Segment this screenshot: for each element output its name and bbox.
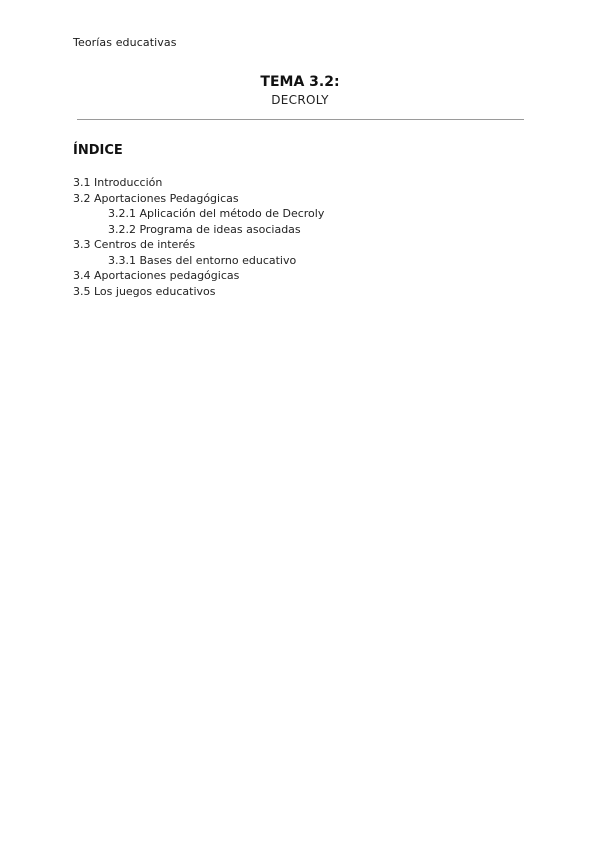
index-heading: ÍNDICE bbox=[73, 143, 123, 158]
toc-subitem[interactable]: 3.3.1 Bases del entorno educativo bbox=[108, 253, 297, 267]
document-title: TEMA 3.2: bbox=[260, 74, 340, 90]
toc-item[interactable]: 3.2 Aportaciones Pedagógicas bbox=[73, 191, 239, 205]
title-block bbox=[0, 74, 600, 108]
toc-subitem[interactable]: 3.2.2 Programa de ideas asociadas bbox=[108, 222, 301, 236]
title-divider bbox=[77, 119, 524, 120]
toc-item[interactable]: 3.3 Centros de interés bbox=[73, 238, 196, 251]
toc-item[interactable]: 3.4 Aportaciones pedagógicas bbox=[73, 269, 240, 282]
toc-item[interactable]: 3.5 Los juegos educativos bbox=[73, 284, 216, 298]
running-header: Teorías educativas bbox=[73, 36, 177, 49]
toc-item[interactable]: 3.1 Introducción bbox=[73, 176, 163, 189]
toc-subitem[interactable]: 3.2.1 Aplicación del método de Decroly bbox=[108, 207, 325, 220]
document-subtitle: DECROLY bbox=[271, 93, 329, 107]
table-of-contents bbox=[73, 175, 324, 299]
